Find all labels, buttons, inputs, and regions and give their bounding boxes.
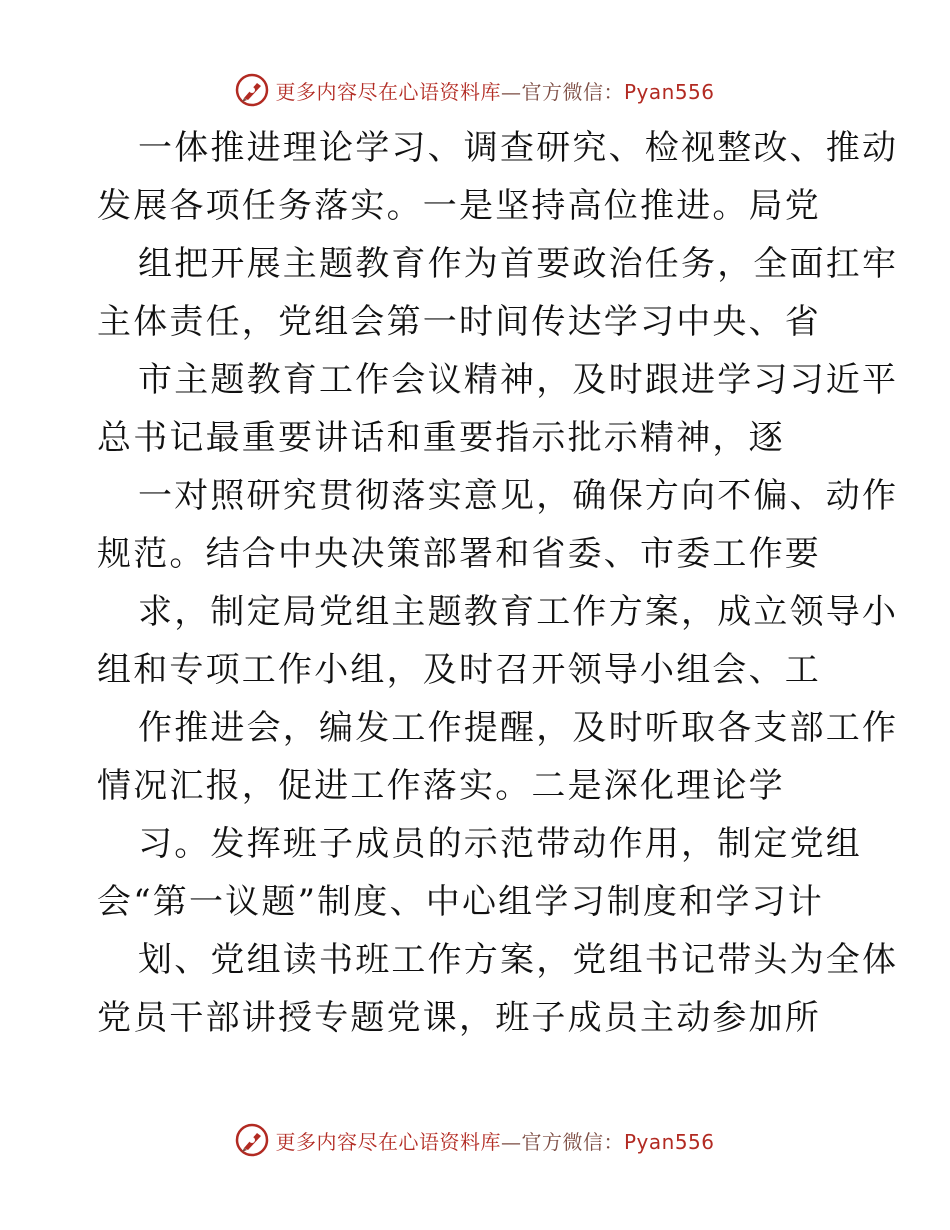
footer-wechat-label: 官方微信： [521,1129,624,1154]
footer-dash: — [500,1129,522,1154]
footer-banner [0,1120,950,1160]
text-line: 发展各项任务落实。一是坚持高位推进。局党 [97,186,821,226]
footer-site-text: 更多内容尽在心语资料库 [275,1129,501,1154]
text-line: 规范。结合中央决策部署和省委、市委工作要 [97,534,821,574]
header-banner-text [275,76,714,105]
text-line: 求，制定局党组主题教育工作方案，成立领导小 [138,592,899,632]
header-wechat-label: 官方微信： [521,79,624,104]
header-dash: — [500,79,522,104]
text-line: 划、党组读书班工作方案，党组书记带头为全体 [138,940,899,980]
text-line: 习。发挥班子成员的示范带动作用，制定党组 [138,824,862,864]
text-line: 党员干部讲授专题党课，班子成员主动参加所 [97,998,821,1038]
header-site-text: 更多内容尽在心语资料库 [275,79,501,104]
text-line: 组和专项工作小组，及时召开领导小组会、工 [97,650,821,690]
pen-logo-icon [235,1123,269,1157]
text-line: 总书记最重要讲话和重要指示批示精神，逐 [97,418,785,458]
pen-logo-icon [235,73,269,107]
footer-banner-text [275,1126,714,1155]
text-line: 市主题教育工作会议精神，及时跟进学习习近平 [138,360,899,400]
text-line: 组把开展主题教育作为首要政治任务，全面扛牢 [138,244,899,284]
text-line: 会“第一议题”制度、中心组学习制度和学习计 [97,882,824,922]
text-line: 一对照研究贯彻落实意见，确保方向不偏、动作 [138,476,899,516]
text-line: 一体推进理论学习、调查研究、检视整改、推动 [138,128,899,168]
text-line: 作推进会，编发工作提醒，及时听取各支部工作 [138,708,899,748]
header-wechat-id: Pyan556 [623,79,715,104]
header-banner [0,70,950,110]
footer-wechat-id: Pyan556 [623,1129,715,1154]
text-line: 主体责任，党组会第一时间传达学习中央、省 [97,302,821,342]
text-line: 情况汇报，促进工作落实。二是深化理论学 [97,766,785,806]
